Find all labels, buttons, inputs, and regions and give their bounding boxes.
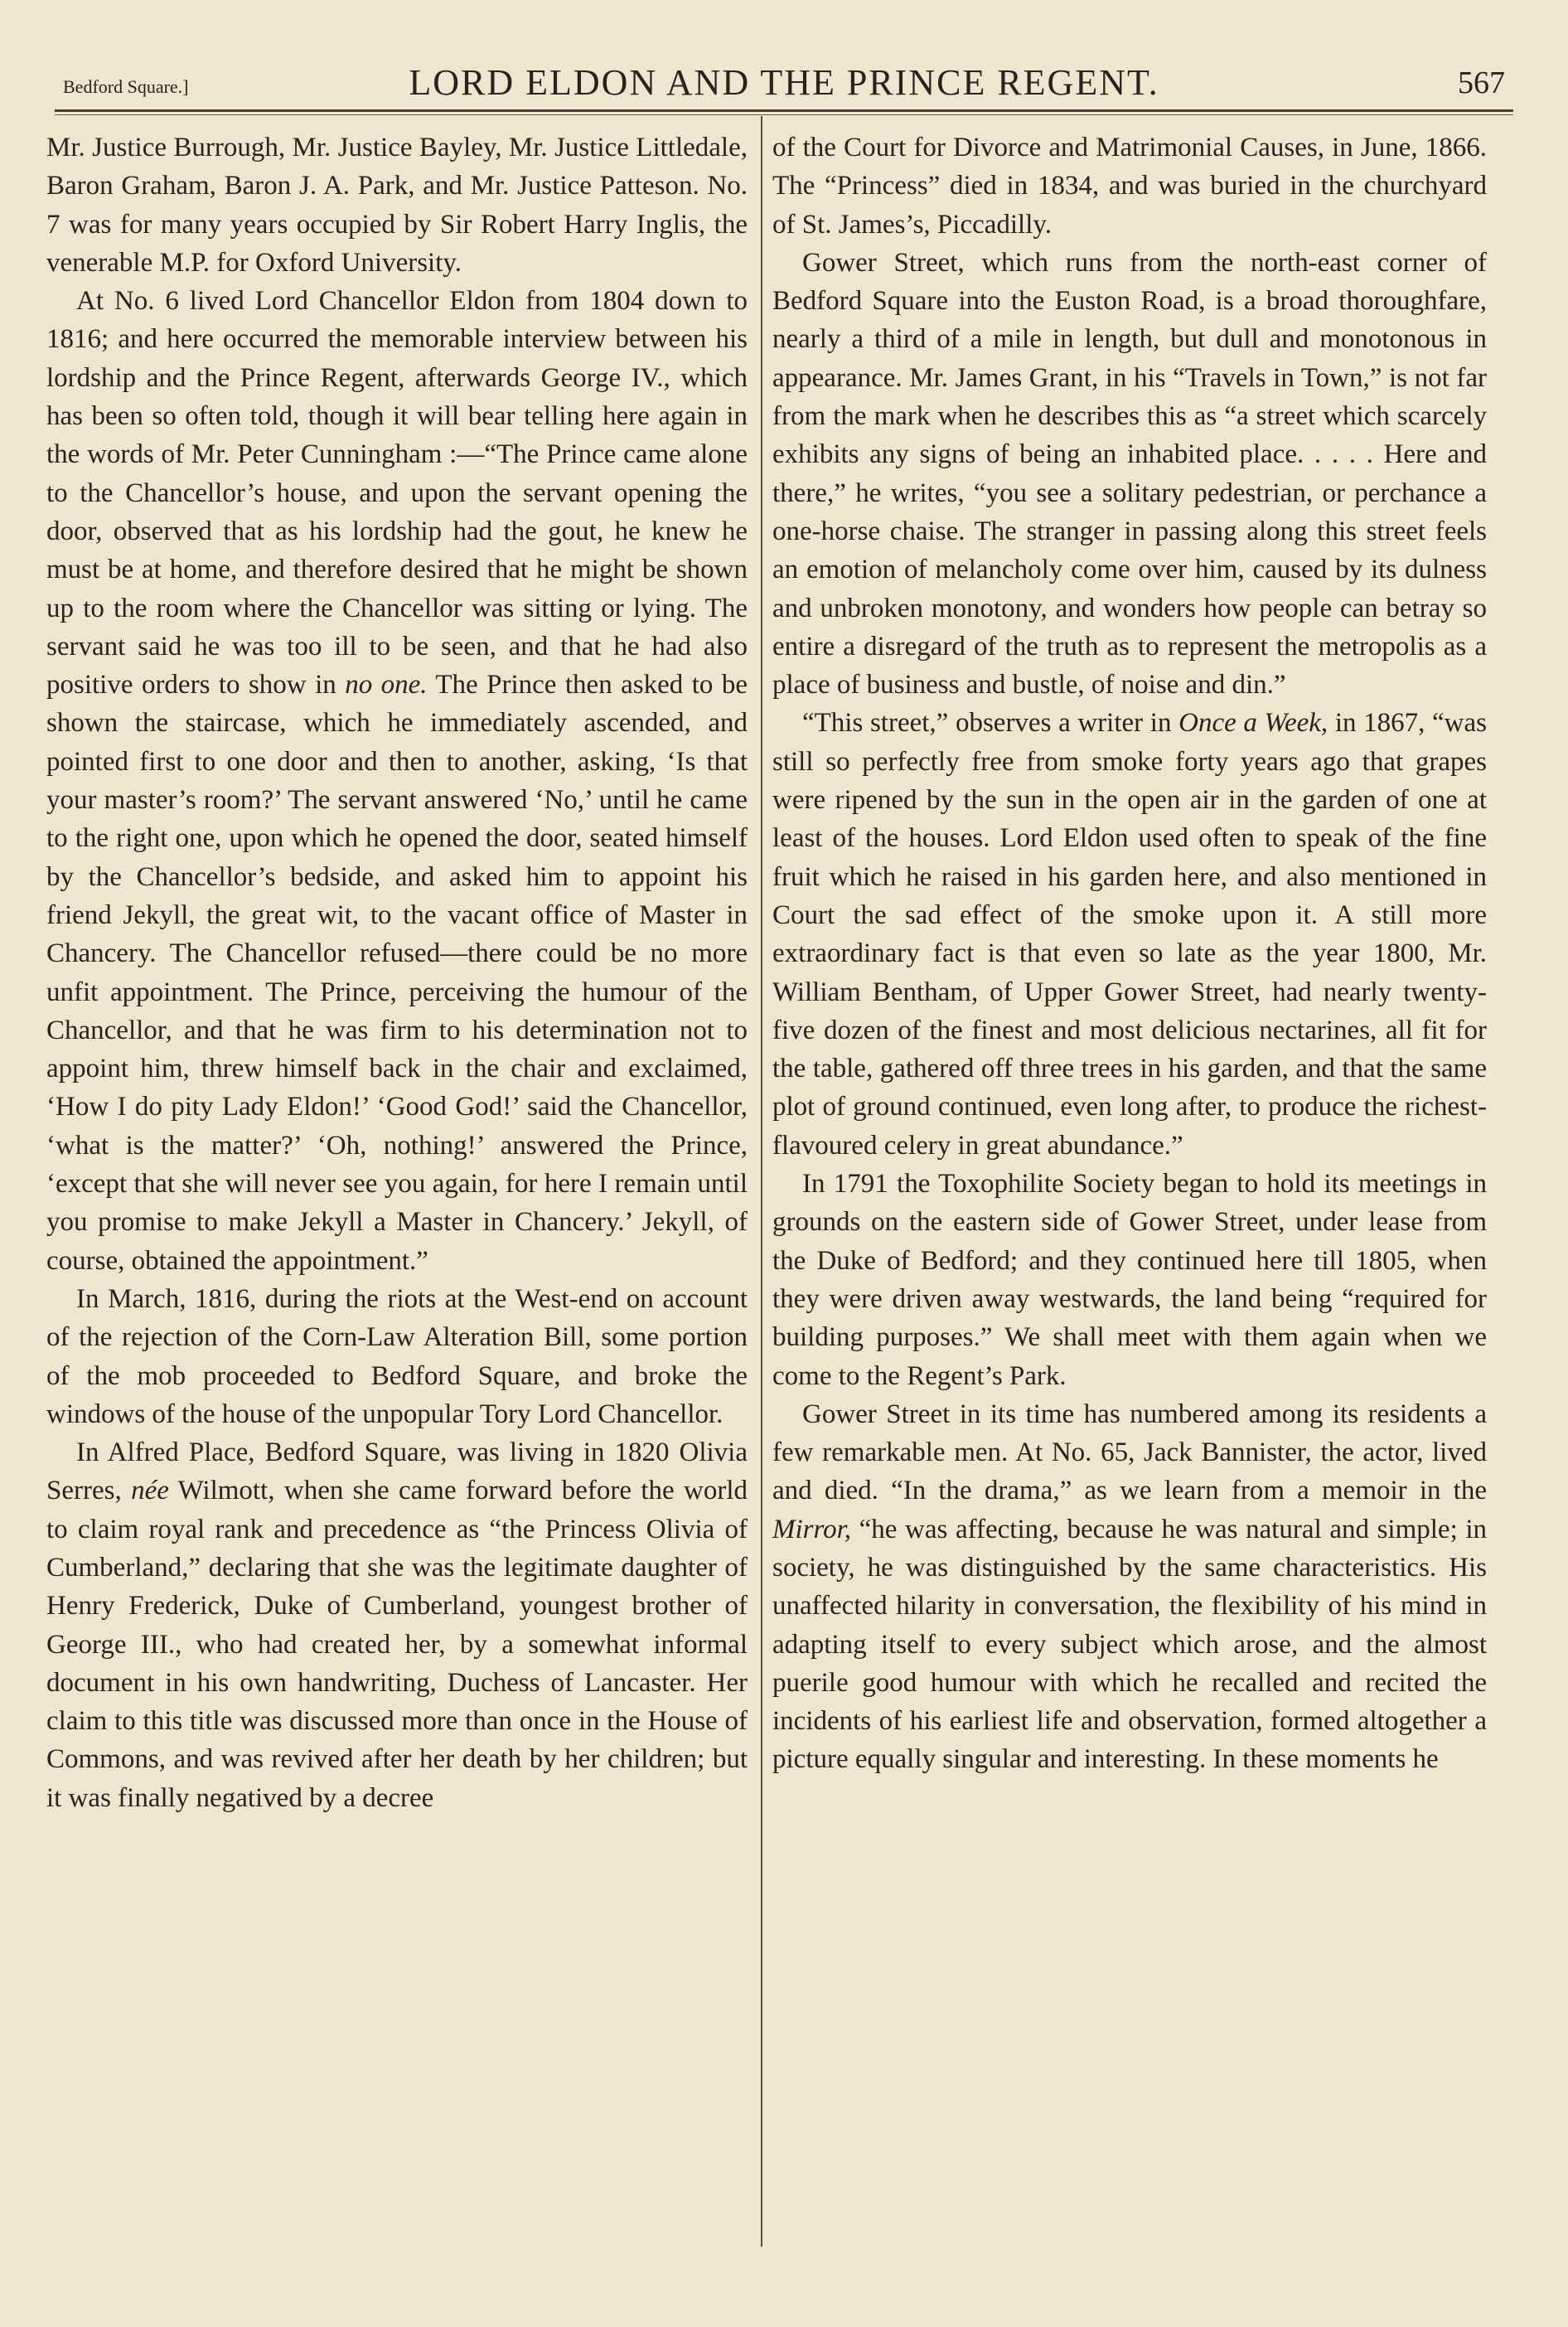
text-run: In Alfred Place, Bedford Square, was living in 1820 Olivia Serres, <box>46 1437 748 1506</box>
paragraph: Mr. Justice Burrough, Mr. Justice Bayley, Mr. Justice Littledale, Baron Graham, Baron J. A. Park, and Mr. Justice Patteson. No. 7 was for many years occupied by Sir Robert Harry Inglis, the venerable M.P. for Oxford University. <box>46 133 748 278</box>
italic-text: Once a Week, <box>1178 708 1328 739</box>
text-run: At No. 6 lived Lord Chancellor Eldon from 1804 down to 1816; and here occurred the memorable interview between his lordship and the Prince Regent, afterwards George IV., which has been so often told, though it will bear telling here again in the words of Mr. Peter Cunningham :—“The Prince came alone to the Chancellor’s house, and upon the servant opening the door, observed that as his lordship had the gout, he knew he must be at home, and therefore desired that he might be shown up to the room where the Chancellor was sitting or lying. The servant said he was too ill to be seen, and that he had also positive orders to show in <box>46 286 748 701</box>
page-number: 567 <box>1458 65 1505 100</box>
page-title: LORD ELDON AND THE PRINCE REGENT. <box>409 62 1159 103</box>
paragraph: In 1791 the Toxophilite Society began to hold its meetings in grounds on the eastern side of Gower Street, under lease from the Duke of Bedford; and they continued here till 1805, when they were driven away westwards, the land being “required for building purposes.” We shall meet with them again when we come to the Regent’s Park. <box>772 1169 1487 1391</box>
text-run: Gower Street in its time has numbered among its residents a few remarkable men. At No. 65, Jack Bannister, the actor, lived and died. “In the drama,” as we learn from a memoir in the <box>772 1399 1487 1506</box>
text-run: “he was affecting, because he was natural and simple; in society, he was distinguished by the same characteristics. His unaffected hilarity in conversation, the flexibility of his mind in adapting itself to every subject which arose, and the almost puerile good humour with which he recalled and recited the incidents of his earliest life and observation, formed altogether a picture equally singular and interesting. In these moments he <box>772 1514 1487 1775</box>
paragraph <box>46 282 748 1280</box>
running-head-section: Bedford Square.] <box>63 76 189 97</box>
paragraph: Gower Street, which runs from the north-east corner of Bedford Square into the Euston Road, is a broad thoroughfare, nearly a third of a mile in length, but dull and monotonous in appearance. Mr. James Grant, in his “Travels in Town,” is not far from the mark when he describes this as “a street which scarcely exhibits any signs of being an inhabited place. . . . . Here and there,” he writes, “you see a solitary pedestrian, or perchance a one-horse chaise. The stranger in passing along this street feels an emotion of melancholy come over him, caused by its dulness and unbroken monotony, and wonders how people can betray so entire a disregard of the truth as to represent the metropolis as a place of business and bustle, of noise and din.” <box>772 247 1487 701</box>
left-column <box>46 128 748 1817</box>
paragraph <box>46 1433 748 1817</box>
page-header <box>55 58 1513 108</box>
text-run: The Prince then asked to be shown the staircase, which he immediately ascended, and pointed first to one door and then to another, asking, ‘Is that your master’s room?’ The servant answered ‘No,’ until he came to the right one, upon which he opened the door, seated himself by the Chancellor’s bedside, and asked him to appoint his friend Jekyll, the great wit, to the vacant office of Master in Chancery. The Chancellor refused—there could be no more unfit appointment. The Prince, perceiving the humour of the Chancellor, and that he was firm to his determination not to appoint him, threw himself back in the chair and exclaimed, ‘How I do pity Lady Eldon!’ ‘Good God!’ said the Chancellor, ‘what is the matter?’ ‘Oh, nothing!’ answered the Prince, ‘except that she will never see you again, for here I remain until you promise to make Jekyll a Master in Chancery.’ Jekyll, of course, obtained the appointment.” <box>46 670 748 1276</box>
paragraph <box>772 1395 1487 1779</box>
paragraph <box>772 704 1487 1165</box>
paragraph: of the Court for Divorce and Matrimonial Causes, in June, 1866. The “Princess” died in 1834, and was buried in the churchyard of St. James’s, Piccadilly. <box>772 133 1487 240</box>
italic-text: née <box>131 1476 169 1506</box>
text-run: “This street,” observes a writer in <box>802 708 1179 739</box>
header-rule <box>55 109 1513 112</box>
italic-text: no one. <box>345 670 428 701</box>
right-column <box>772 128 1487 1779</box>
paragraph: In March, 1816, during the riots at the West-end on account of the rejection of the Corn-Law Alteration Bill, some portion of the mob proceeded to Bedford Square, and broke the windows of the house of the unpopular Tory Lord Chancellor. <box>46 1283 748 1429</box>
italic-text: Mirror, <box>772 1514 852 1544</box>
header-rule-thin <box>55 114 1513 115</box>
text-run: Wilmott, when she came forward before the world to claim royal rank and precedence as “the Princess Olivia of Cumberland,” declaring that she was the legitimate daughter of Henry Frederick, Duke of Cumberland, youngest brother of George III., who had created her, by a somewhat informal document in his own handwriting, Duchess of Lancaster. Her claim to this title was discussed more than once in the House of Commons, and was revived after her death by her children; but it was finally negatived by a decree <box>46 1476 748 1813</box>
column-divider <box>761 116 762 2247</box>
text-run: in 1867, “was still so perfectly free from smoke forty years ago that grapes were ripened by the sun in the open air in the garden of one at least of the houses. Lord Eldon used often to speak of the fine fruit which he raised in his garden here, and also mentioned in Court the sad effect of the smoke upon it. A still more extraordinary fact is that even so late as the year 1800, Mr. William Bentham, of Upper Gower Street, had nearly twenty-five dozen of the finest and most delicious nectarines, all fit for the table, gathered off three trees in his garden, and that the same plot of ground continued, even long after, to produce the richest-flavoured celery in great abundance.” <box>772 708 1487 1161</box>
